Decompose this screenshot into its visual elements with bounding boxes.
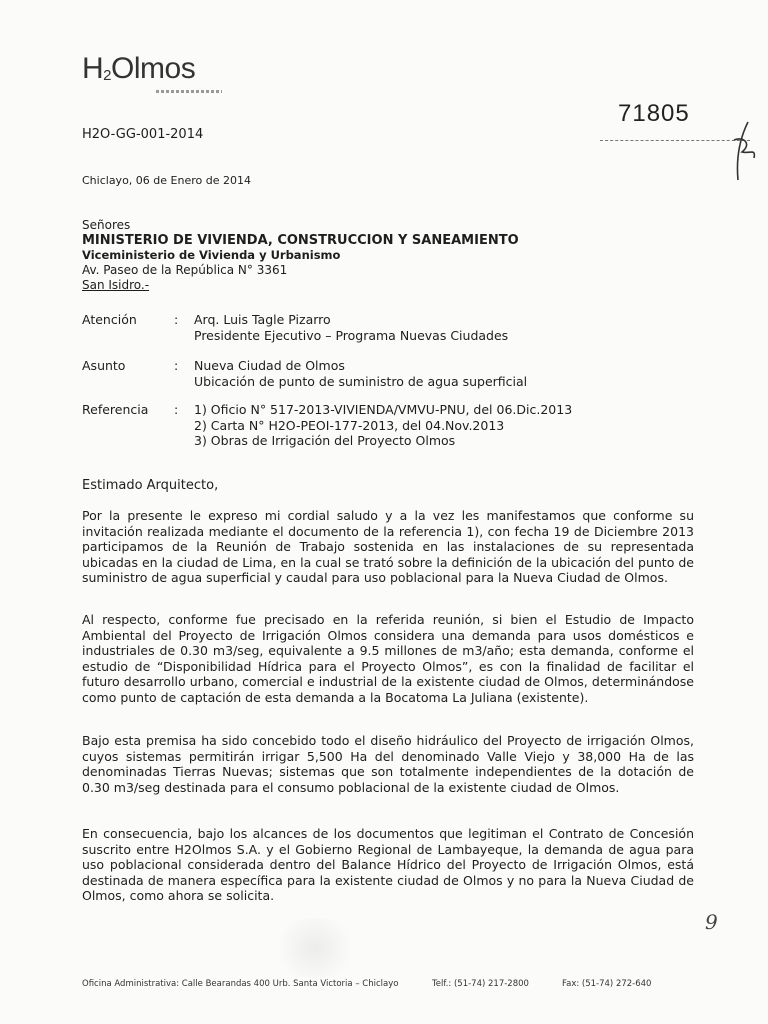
recipient-district: San Isidro.- — [82, 278, 150, 292]
company-logo: $H_2Olmos$ — [82, 52, 196, 85]
body-paragraph: Al respecto, conforme fue precisado en la referida reunión, si bien el Estudio de Impacto Ambiental del Proyecto de Irrigación Olmos considera una demanda para usos domésticos e industriales de 0.30 m3/seg, equivalente a 9.5 millones de m3/año; esta demanda, conforme el estudio de “Disponibilidad Hídrica para el Proyecto Olmos”, es con la finalidad de facilitar el futuro desarrollo urbano, comercial e industrial de la existente ciudad de Olmos, determinándose como punto de captación de esta demanda a la Bocatoma La Juliana (existente). — [82, 612, 694, 705]
footer-office: Oficina Administrativa: Calle Bearandas 400 Urb. Santa Victoria – Chiclayo — [82, 979, 399, 989]
attention-value — [194, 312, 508, 343]
reference-line: 1) Oficio N° 517-2013-VIVIENDA/VMVU-PNU, del 06.Dic.2013 — [194, 402, 573, 417]
footer-phone: Telf.: (51-74) 217-2800 — [432, 979, 529, 989]
footer-fax: Fax: (51-74) 272-640 — [562, 979, 652, 989]
reference-value — [194, 402, 572, 449]
subject-line: Nueva Ciudad de Olmos — [194, 358, 345, 373]
footer — [82, 979, 692, 989]
reference-label: Referencia — [82, 402, 149, 417]
subject-line: Ubicación de punto de suministro de agua superficial — [194, 373, 528, 389]
attention-label: Atención — [82, 312, 137, 327]
body-paragraph: En consecuencia, bajo los alcances de los documentos que legitiman el Contrato de Concesión suscrito entre H2Olmos S.A. y el Gobierno Regional de Lambayeque, la demanda de agua para uso poblacional considerada dentro del Balance Hídrico del Proyecto de Irrigación Olmos, está destinada de manera específica para la existente ciudad de Olmos y no para la Nueva Ciudad de Olmos, como ahora se solicita. — [82, 826, 694, 903]
body-paragraph: Bajo esta premisa ha sido concebido todo el diseño hidráulico del Proyecto de irrigación Olmos, cuyos sistemas permitirán irrigar 5,500 Ha del denominado Valle Viejo y 38,000 Ha de las denominadas Tierras Nuevas; sistemas que son totalmente independientes de la dotación de 0.30 m3/seg destinada para el consumo poblacional de la existente ciudad de Olmos. — [82, 733, 694, 795]
page-mark: 9 — [705, 910, 718, 934]
greeting: Estimado Arquitecto, — [82, 478, 219, 493]
logo-underline — [156, 90, 222, 93]
body-paragraph: Por la presente le expreso mi cordial saludo y a la vez les manifestamos que conforme su invitación realizada mediante el documento de la referencia 1), con fecha 19 de Diciembre 2013 participamos de la Reunión de Trabajo sostenida en las instalaciones de su representada ubicadas en la ciudad de Lima, en la cual se trató sobre la definición de la ubicación del punto de suministro de agua superficial y caudal para uso poblacional para la Nueva Ciudad de Olmos. — [82, 508, 694, 585]
stamp-line — [600, 140, 750, 142]
recipient-organization: MINISTERIO DE VIVIENDA, CONSTRUCCION Y SANEAMIENTO — [82, 233, 519, 248]
salutation: Señores — [82, 218, 131, 232]
attention-colon: : — [174, 312, 179, 327]
scan-smudge — [270, 918, 360, 978]
reference-line: 3) Obras de Irrigación del Proyecto Olmos — [194, 433, 456, 448]
subject-label: Asunto — [82, 358, 126, 373]
received-stamp-number: 71805 — [618, 100, 690, 127]
document-date: Chiclayo, 06 de Enero de 2014 — [82, 174, 251, 187]
subject-value — [194, 358, 527, 389]
attention-line: Arq. Luis Tagle Pizarro — [194, 312, 331, 327]
handwritten-initial-icon — [730, 118, 760, 182]
subject-colon: : — [174, 358, 179, 373]
reference-colon: : — [174, 402, 179, 417]
recipient-address: Av. Paseo de la República N° 3361 — [82, 263, 288, 277]
recipient-block — [82, 218, 519, 293]
recipient-department: Viceministerio de Vivienda y Urbanismo — [82, 248, 341, 262]
document-code: H2O-GG-001-2014 — [82, 127, 204, 142]
reference-line: 2) Carta N° H2O-PEOI-177-2013, del 04.Nov.2013 — [194, 417, 505, 433]
attention-line: Presidente Ejecutivo – Programa Nuevas Ciudades — [194, 327, 509, 343]
